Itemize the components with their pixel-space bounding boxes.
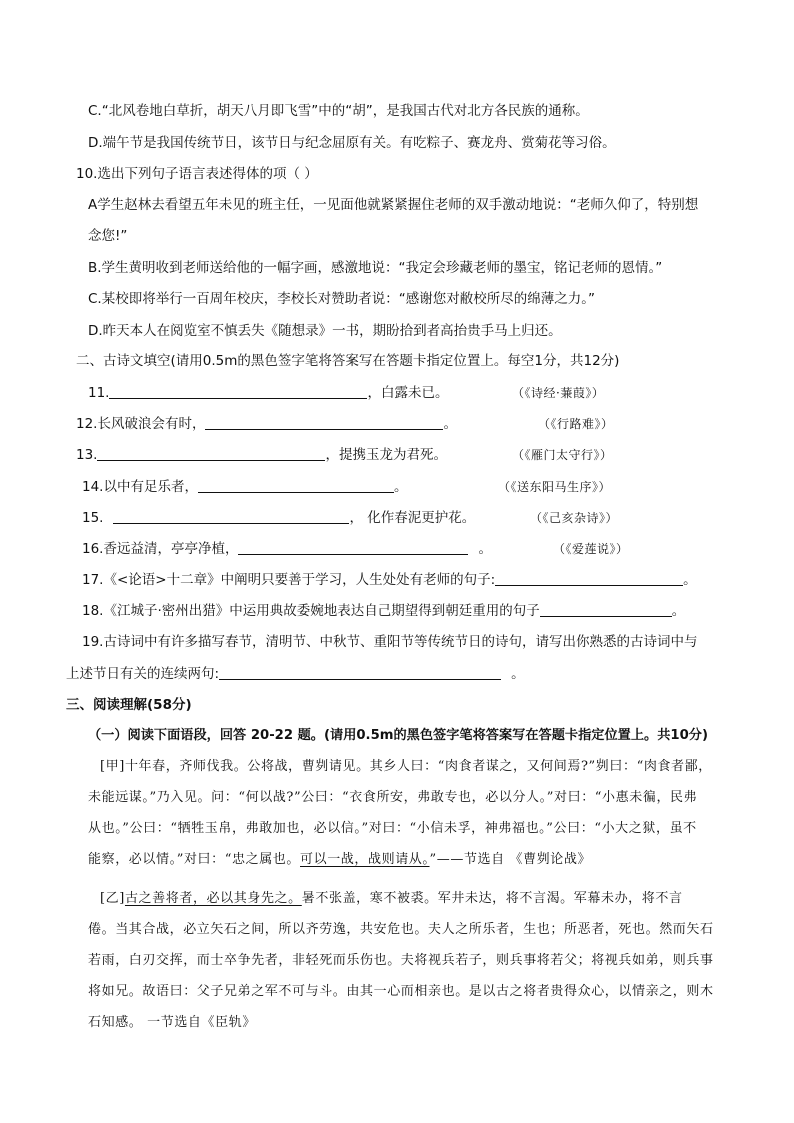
q15-source: （《己亥杂诗》） [530, 511, 619, 525]
passage-jia-source: ”——节选自 《曹刿论战》 [429, 852, 592, 867]
q12-end: 。 [443, 416, 457, 432]
q11-source: （《诗经·蒹葭》） [512, 386, 605, 400]
passage-yi-label: [乙] [100, 891, 125, 906]
q16 [82, 538, 492, 560]
passage-yi-line5: 石知感。 一节选自《臣轨》 [88, 1015, 256, 1030]
q18-text: 18.《江城子·密州出猎》中运用典故委婉地表达自己期望得到朝廷重用的句子 [82, 603, 540, 619]
q14-text: 14.以中有足乐者， [82, 479, 198, 495]
q10-option-a-line2: 念您!” [88, 228, 128, 244]
q19-text: 上述节日有关的连续两句: [66, 666, 220, 682]
q17-answer-blank[interactable] [495, 570, 683, 586]
passage-yi-line1-text: 暑不张盖，寒不被裘。军井未达，将不言渴。军幕未办，将不言 [301, 891, 683, 906]
passage-yi-line3: 若雨，白刃交挥，而士卒争先者，非轻死而乐伤也。夫将视兵若子，则兵事将若父；将视兵如弟，则兵事 [88, 953, 714, 968]
q17 [82, 569, 697, 591]
q10-stem: 10.选出下列句子语言表述得体的项（ ） [76, 166, 318, 182]
q14-end: 。 [393, 479, 408, 495]
q18-answer-blank[interactable] [540, 601, 672, 617]
q19-line2 [66, 663, 525, 685]
q15 [82, 507, 475, 529]
passage-jia-line1: [甲]十年春，齐师伐我。公将战，曹刿请见。其乡人曰：“肉食者谋之，又何间焉?”刿曰：“肉食者鄙， [100, 759, 712, 774]
q13-answer-blank[interactable] [97, 445, 325, 461]
q16-end: 。 [478, 541, 492, 557]
q10-option-d: D.昨天本人在阅览室不慎丢失《随想录》一书，期盼拾到者高抬贵手马上归还。 [88, 323, 562, 339]
passage-jia-line4 [88, 849, 591, 871]
q19-answer-blank[interactable] [219, 664, 501, 680]
passage-jia-line4-text: 能察，必以情。”对曰：“忠之属也。 [88, 852, 300, 867]
q11 [88, 382, 448, 404]
q13-text: ，提携玉龙为君死。 [325, 447, 447, 463]
q18-end: 。 [671, 603, 686, 619]
section-3-title: 三、阅读理解(58分) [66, 697, 192, 713]
q12-answer-blank[interactable] [205, 414, 443, 430]
q19-line1: 19.古诗词中有许多描写春节，清明节、中秋节、重阳节等传统节日的诗句，请写出你熟悉的古诗词中与 [82, 634, 698, 650]
passage-yi-line2: 倦。当其合战，必立矢石之间，所以齐劳逸，共安危也。夫人之所乐者，生也；所恶者，死也。然而矢石 [88, 922, 714, 937]
q15-answer-blank[interactable] [113, 508, 349, 524]
q15-number: 15. [82, 510, 104, 526]
q11-text: ，白露未已。 [367, 385, 449, 401]
passage-jia-line2: 未能远谋。”乃入见。问：“何以战?”公曰：“衣食所安，弗敢专也，必以分人。”对曰：“小惠未徧，民弗 [88, 790, 698, 805]
q11-answer-blank[interactable] [109, 383, 367, 399]
q9-option-d: D.端午节是我国传统节日，该节日与纪念屈原有关。有吃粽子、赛龙舟、赏菊花等习俗。 [88, 135, 616, 151]
q12-source: （《行路难》） [538, 417, 614, 431]
q11-number: 11. [88, 385, 110, 401]
reading-part-1-title: （一）阅读下面语段，回答 20-22 题。(请用0.5m的黑色签字笔将答案写在答题卡指定位置上。共10分) [88, 728, 708, 743]
q14 [82, 476, 407, 498]
q15-text: ， 化作春泥更护花。 [349, 510, 476, 526]
passage-yi-underlined-sentence: 古之善将者，必以其身先之。 [124, 891, 302, 906]
section-2-title: 二、古诗文填空(请用0.5m的黑色签字笔将答案写在答题卡指定位置上。每空1分，共12分) [76, 353, 620, 369]
passage-jia-underlined-sentence: 可以一战，战则请从。 [300, 852, 430, 867]
q13 [76, 444, 447, 466]
q16-answer-blank[interactable] [238, 539, 468, 555]
q18 [82, 600, 685, 622]
q12-text: 12.长风破浪会有时， [76, 416, 206, 432]
q14-answer-blank[interactable] [198, 477, 394, 493]
q10-option-a-line1: A学生赵林去看望五年未见的班主任，一见面他就紧紧握住老师的双手激动地说：“老师久仰了，特别想 [88, 197, 699, 213]
q10-option-b: B.学生黄明收到老师送给他的一幅字画，感激地说：“我定会珍藏老师的墨宝，铭记老师的恩情。” [88, 260, 663, 276]
q13-number: 13. [76, 447, 98, 463]
passage-yi-line1 [100, 888, 683, 910]
q17-text: 17.《<论语>十二章》中阐明只要善于学习，人生处处有老师的句子: [82, 572, 496, 588]
q14-source: （《送东阳马生序》） [498, 480, 612, 494]
q13-source: （《雁门太守行》） [512, 448, 613, 462]
passage-yi-line4: 将如兄。故语曰：父子兄弟之军不可与斗。由其一心而相亲也。是以古之将者贵得众心，以情亲之，则木 [88, 984, 714, 999]
q19-end: 。 [511, 666, 525, 682]
q9-option-c: C.“北风卷地白草折，胡天八月即飞雪”中的“胡”，是我国古代对北方各民族的通称。 [88, 103, 589, 119]
q16-source: （《爱莲说》） [553, 542, 629, 556]
q16-text: 16.香远益清，亭亭净植， [82, 541, 239, 557]
q17-end: 。 [683, 572, 697, 588]
q12 [76, 413, 457, 435]
passage-jia-line3: 从也。”公曰：“牺牲玉帛，弗敢加也，必以信。”对曰：“小信未孚，神弗福也。”公曰：“小大之狱，虽不 [88, 821, 697, 836]
q10-option-c: C.某校即将举行一百周年校庆，李校长对赞助者说：“感谢您对敝校所尽的绵薄之力。” [88, 291, 595, 307]
